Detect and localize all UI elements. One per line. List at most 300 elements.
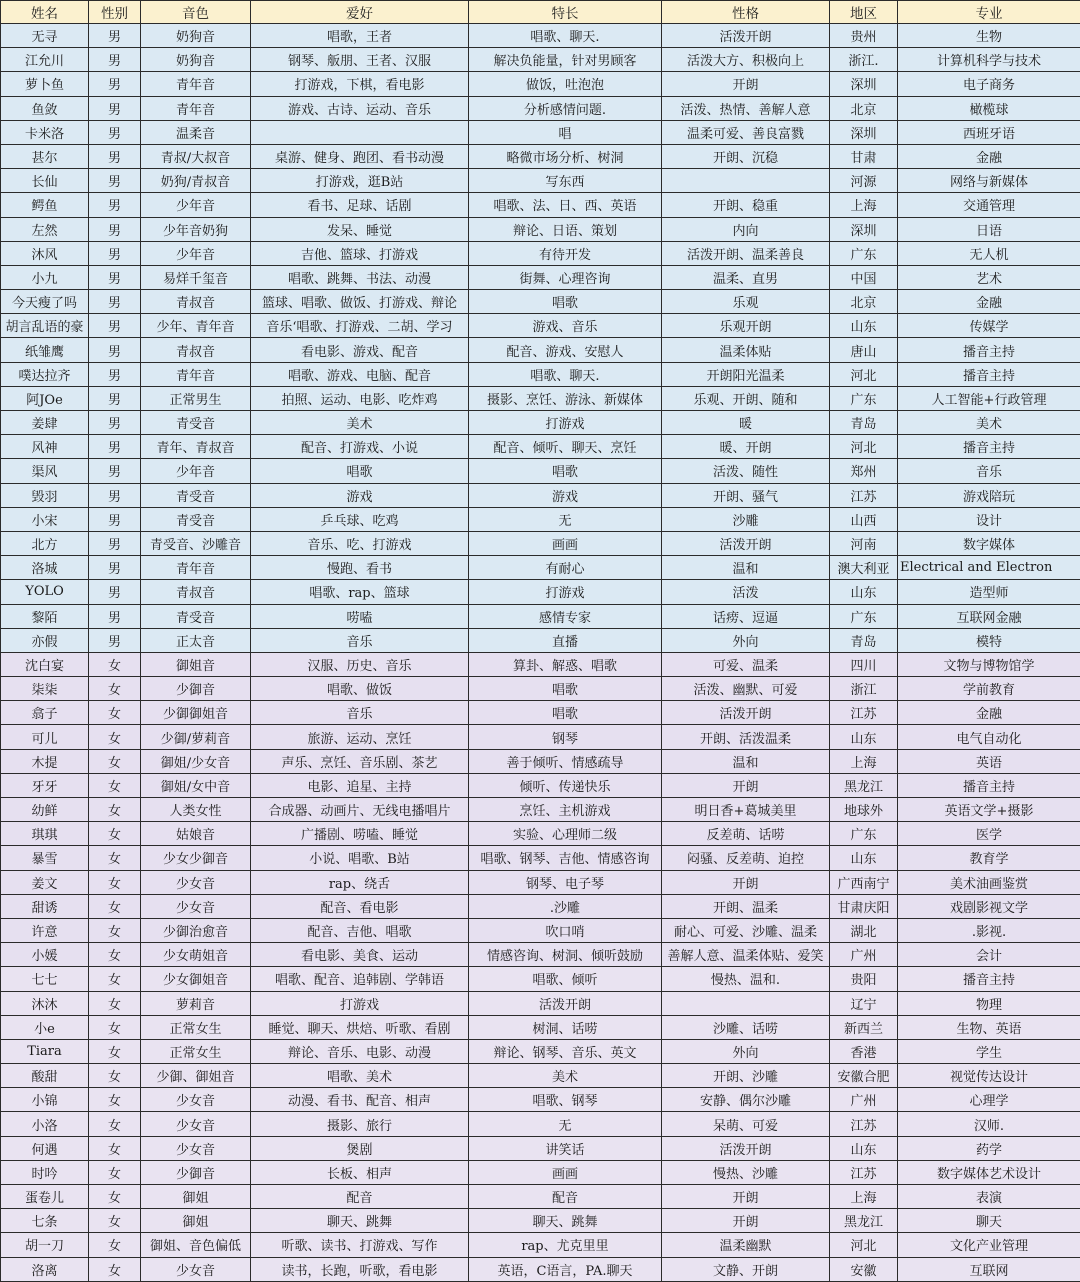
cell-personality: 善解人意、温柔体贴、爱笑: [662, 943, 830, 967]
cell-voice: 正常女生: [141, 1039, 251, 1063]
cell-voice: 正常女生: [141, 1015, 251, 1039]
cell-voice: 正常男生: [141, 386, 251, 410]
cell-region: 甘肃: [830, 144, 898, 168]
table-row: [1, 1039, 1080, 1063]
cell-gender: 女: [89, 725, 141, 749]
cell-voice: 少女音: [141, 870, 251, 894]
cell-specialty: 唱歌、聊天.: [469, 362, 662, 386]
table-row: [1, 1088, 1080, 1112]
table-row: [1, 1233, 1080, 1257]
cell-personality: 文静、开朗: [662, 1257, 830, 1281]
cell-major: 文化产业管理: [898, 1233, 1080, 1257]
cell-gender: 男: [89, 507, 141, 531]
cell-gender: 女: [89, 1160, 141, 1184]
cell-major: 学前教育: [898, 677, 1080, 701]
cell-region: 甘肃庆阳: [830, 894, 898, 918]
table-body: [1, 24, 1080, 1282]
cell-gender: 男: [89, 556, 141, 580]
cell-specialty: 情感咨询、树洞、倾听鼓励: [469, 943, 662, 967]
cell-gender: 男: [89, 483, 141, 507]
cell-name: 洛城: [1, 556, 89, 580]
table-row: [1, 1257, 1080, 1281]
cell-name: 小宋: [1, 507, 89, 531]
cell-personality: 闷骚、反差萌、迫控: [662, 846, 830, 870]
cell-name: 木提: [1, 749, 89, 773]
cell-specialty: rap、尤克里里: [469, 1233, 662, 1257]
cell-hobby: 音乐: [251, 701, 469, 725]
cell-name: 许意: [1, 918, 89, 942]
cell-major: 西班牙语: [898, 120, 1080, 144]
cell-name: 毁羽: [1, 483, 89, 507]
cell-hobby: 游戏: [251, 483, 469, 507]
cell-personality: 温和: [662, 556, 830, 580]
cell-name: 无寻: [1, 24, 89, 48]
cell-name: 风神: [1, 435, 89, 459]
cell-gender: 男: [89, 241, 141, 265]
cell-hobby: 桌游、健身、跑团、看书动漫: [251, 144, 469, 168]
cell-major: 模特: [898, 628, 1080, 652]
cell-region: 地球外: [830, 798, 898, 822]
cell-region: 安徽合肥: [830, 1064, 898, 1088]
cell-name: 沐风: [1, 241, 89, 265]
cell-voice: 少御/萝莉音: [141, 725, 251, 749]
table-row: [1, 338, 1080, 362]
cell-name: 姜文: [1, 870, 89, 894]
table-row: [1, 411, 1080, 435]
cell-specialty: 树洞、话唠: [469, 1015, 662, 1039]
cell-personality: 慢热、温和.: [662, 967, 830, 991]
cell-specialty: 有待开发: [469, 241, 662, 265]
cell-name: 胡一刀: [1, 1233, 89, 1257]
cell-region: 上海: [830, 749, 898, 773]
cell-personality: 活泼开朗: [662, 1136, 830, 1160]
table-row: [1, 483, 1080, 507]
cell-voice: 青叔/大叔音: [141, 144, 251, 168]
cell-major: 计算机科学与技术: [898, 48, 1080, 72]
cell-hobby: 游戏、古诗、运动、音乐: [251, 96, 469, 120]
cell-major: 视觉传达设计: [898, 1064, 1080, 1088]
cell-major: 生物、英语: [898, 1015, 1080, 1039]
cell-region: 江苏: [830, 1112, 898, 1136]
cell-region: 山东: [830, 846, 898, 870]
cell-specialty: 摄影、烹饪、游泳、新媒体: [469, 386, 662, 410]
cell-specialty: 讲笑话: [469, 1136, 662, 1160]
cell-voice: 青受音: [141, 604, 251, 628]
cell-region: 郑州: [830, 459, 898, 483]
cell-major: 学生: [898, 1039, 1080, 1063]
table-row: [1, 677, 1080, 701]
cell-specialty: 钢琴、电子琴: [469, 870, 662, 894]
cell-name: 黎陌: [1, 604, 89, 628]
cell-major: 电子商务: [898, 72, 1080, 96]
cell-name: 七条: [1, 1209, 89, 1233]
table-row: [1, 991, 1080, 1015]
cell-specialty: 烹饪、主机游戏: [469, 798, 662, 822]
cell-gender: 女: [89, 1064, 141, 1088]
cell-specialty: 直播: [469, 628, 662, 652]
cell-voice: 青叔音: [141, 580, 251, 604]
cell-gender: 女: [89, 1088, 141, 1112]
table-row: [1, 943, 1080, 967]
cell-name: 何遇: [1, 1136, 89, 1160]
cell-name: 蛋卷儿: [1, 1185, 89, 1209]
cell-name: 小洛: [1, 1112, 89, 1136]
table-row: [1, 265, 1080, 289]
table-row: [1, 1136, 1080, 1160]
cell-region: 浙江.: [830, 48, 898, 72]
cell-specialty: 活泼开朗: [469, 991, 662, 1015]
table-row: [1, 386, 1080, 410]
cell-hobby: 乒乓球、吃鸡: [251, 507, 469, 531]
table-row: [1, 169, 1080, 193]
cell-voice: 青受音: [141, 411, 251, 435]
cell-major: 电气自动化: [898, 725, 1080, 749]
cell-gender: 男: [89, 531, 141, 555]
cell-voice: 御姐: [141, 1185, 251, 1209]
cell-name: 胡言乱语的豪: [1, 314, 89, 338]
cell-region: 安徽: [830, 1257, 898, 1281]
table-row: [1, 1064, 1080, 1088]
cell-voice: 少女音: [141, 894, 251, 918]
cell-voice: 青年音: [141, 362, 251, 386]
header-region: 地区: [830, 1, 898, 24]
cell-specialty: 打游戏: [469, 580, 662, 604]
cell-hobby: 音乐: [251, 628, 469, 652]
cell-major: 汉师.: [898, 1112, 1080, 1136]
cell-major: 播音主持: [898, 773, 1080, 797]
cell-major: 生物: [898, 24, 1080, 48]
cell-personality: 温柔体贴: [662, 338, 830, 362]
cell-hobby: 摄影、旅行: [251, 1112, 469, 1136]
cell-region: 浙江: [830, 677, 898, 701]
cell-name: 小九: [1, 265, 89, 289]
cell-name: 暴雪: [1, 846, 89, 870]
cell-specialty: 钢琴: [469, 725, 662, 749]
cell-hobby: 声乐、烹饪、音乐剧、茶艺: [251, 749, 469, 773]
table-row: [1, 507, 1080, 531]
cell-gender: 女: [89, 1136, 141, 1160]
cell-specialty: 感情专家: [469, 604, 662, 628]
cell-gender: 男: [89, 120, 141, 144]
cell-personality: 活泼开朗: [662, 531, 830, 555]
cell-major: 会计: [898, 943, 1080, 967]
cell-personality: 呆萌、可爱: [662, 1112, 830, 1136]
cell-name: 沐沐: [1, 991, 89, 1015]
cell-gender: 女: [89, 1209, 141, 1233]
cell-major: 游戏陪玩: [898, 483, 1080, 507]
cell-specialty: 辩论、钢琴、音乐、英文: [469, 1039, 662, 1063]
cell-region: 河源: [830, 169, 898, 193]
cell-major: 英语文学+摄影: [898, 798, 1080, 822]
cell-hobby: 发呆、睡觉: [251, 217, 469, 241]
cell-major: 播音主持: [898, 435, 1080, 459]
cell-gender: 女: [89, 870, 141, 894]
cell-region: 山东: [830, 314, 898, 338]
cell-region: 湖北: [830, 918, 898, 942]
cell-region: 青岛: [830, 411, 898, 435]
cell-region: 江苏: [830, 1160, 898, 1184]
cell-hobby: 看电影、游戏、配音: [251, 338, 469, 362]
cell-personality: 开朗: [662, 72, 830, 96]
cell-name: 小锦: [1, 1088, 89, 1112]
cell-name: 可儿: [1, 725, 89, 749]
cell-voice: 少女音: [141, 1112, 251, 1136]
cell-personality: 活泼开朗: [662, 701, 830, 725]
cell-gender: 女: [89, 991, 141, 1015]
cell-region: 广西南宁: [830, 870, 898, 894]
cell-personality: 开朗、骚气: [662, 483, 830, 507]
cell-hobby: 打游戏: [251, 991, 469, 1015]
cell-hobby: 吉他、篮球、打游戏: [251, 241, 469, 265]
header-personality: 性格: [662, 1, 830, 24]
cell-region: 四川: [830, 652, 898, 676]
cell-gender: 男: [89, 386, 141, 410]
cell-specialty: 配音、游戏、安慰人: [469, 338, 662, 362]
cell-personality: 温和: [662, 749, 830, 773]
cell-name: 酸甜: [1, 1064, 89, 1088]
cell-name: 亦假: [1, 628, 89, 652]
cell-major: 数字媒体艺术设计: [898, 1160, 1080, 1184]
table-row: [1, 1185, 1080, 1209]
cell-gender: 女: [89, 677, 141, 701]
cell-voice: 萝莉音: [141, 991, 251, 1015]
cell-specialty: 画画: [469, 1160, 662, 1184]
cell-name: 翕子: [1, 701, 89, 725]
cell-name: 鱼敛: [1, 96, 89, 120]
table-row: [1, 72, 1080, 96]
cell-personality: 活泼、随性: [662, 459, 830, 483]
cell-personality: 活泼开朗、温柔善良: [662, 241, 830, 265]
cell-personality: 开朗: [662, 1209, 830, 1233]
cell-major: 美术: [898, 411, 1080, 435]
cell-personality: [662, 169, 830, 193]
cell-voice: 御姐/女中音: [141, 773, 251, 797]
cell-name: 北方: [1, 531, 89, 555]
cell-name: 左然: [1, 217, 89, 241]
cell-personality: 开朗阳光温柔: [662, 362, 830, 386]
cell-hobby: 音乐‘唱歌、打游戏、二胡、学习: [251, 314, 469, 338]
cell-name: 时吟: [1, 1160, 89, 1184]
cell-gender: 男: [89, 459, 141, 483]
cell-specialty: 做饭，吐泡泡: [469, 72, 662, 96]
cell-personality: 开朗: [662, 870, 830, 894]
cell-major: 交通管理: [898, 193, 1080, 217]
cell-major: 无人机: [898, 241, 1080, 265]
cell-region: 广州: [830, 943, 898, 967]
table-row: [1, 531, 1080, 555]
cell-personality: 耐心、可爱、沙雕、温柔: [662, 918, 830, 942]
table-row: [1, 459, 1080, 483]
cell-name: 卡米洛: [1, 120, 89, 144]
cell-hobby: 唱歌、做饭: [251, 677, 469, 701]
cell-voice: 少御音: [141, 677, 251, 701]
table-row: [1, 144, 1080, 168]
cell-gender: 男: [89, 193, 141, 217]
cell-gender: 男: [89, 290, 141, 314]
cell-region: 山东: [830, 725, 898, 749]
cell-specialty: 实验、心理师二级: [469, 822, 662, 846]
cell-voice: 少御御姐音: [141, 701, 251, 725]
cell-hobby: 配音、看电影: [251, 894, 469, 918]
cell-voice: 御姐: [141, 1209, 251, 1233]
cell-specialty: 唱歌: [469, 677, 662, 701]
cell-personality: 开朗、活泼温柔: [662, 725, 830, 749]
table-row: [1, 217, 1080, 241]
cell-gender: 女: [89, 773, 141, 797]
cell-hobby: rap、绕舌: [251, 870, 469, 894]
table-row: [1, 193, 1080, 217]
cell-voice: 青年音: [141, 96, 251, 120]
cell-major: 美术油画鉴赏: [898, 870, 1080, 894]
cell-voice: 少御音: [141, 1160, 251, 1184]
table-row: [1, 918, 1080, 942]
cell-name: 甜诱: [1, 894, 89, 918]
cell-personality: 活泼开朗: [662, 24, 830, 48]
cell-name: 姜肆: [1, 411, 89, 435]
header-hobby: 爱好: [251, 1, 469, 24]
cell-voice: 青叔音: [141, 290, 251, 314]
cell-hobby: 打游戏，下棋，看电影: [251, 72, 469, 96]
cell-major: .影视.: [898, 918, 1080, 942]
cell-personality: 明日香+葛城美里: [662, 798, 830, 822]
cell-major: 日语: [898, 217, 1080, 241]
cell-gender: 男: [89, 96, 141, 120]
header-row: [1, 1, 1080, 24]
cell-hobby: 唱歌、游戏、电脑、配音: [251, 362, 469, 386]
cell-name: 江允川: [1, 48, 89, 72]
cell-personality: 开朗、温柔: [662, 894, 830, 918]
cell-personality: 开朗: [662, 1185, 830, 1209]
cell-personality: 温柔可爱、善良富戮: [662, 120, 830, 144]
cell-name: YOLO: [1, 580, 89, 604]
cell-major: 音乐: [898, 459, 1080, 483]
cell-region: 黑龙江: [830, 1209, 898, 1233]
cell-specialty: 有耐心: [469, 556, 662, 580]
table-row: [1, 894, 1080, 918]
cell-personality: 沙雕、话唠: [662, 1015, 830, 1039]
cell-gender: 男: [89, 604, 141, 628]
cell-gender: 男: [89, 48, 141, 72]
table-row: [1, 870, 1080, 894]
header-voice: 音色: [141, 1, 251, 24]
cell-region: 新西兰: [830, 1015, 898, 1039]
cell-region: 广东: [830, 822, 898, 846]
cell-gender: 男: [89, 628, 141, 652]
cell-specialty: 街舞、心理咨询: [469, 265, 662, 289]
cell-gender: 女: [89, 701, 141, 725]
table-row: [1, 120, 1080, 144]
cell-hobby: 读书，长跑，听歌，看电影: [251, 1257, 469, 1281]
cell-name: 柒柒: [1, 677, 89, 701]
cell-voice: 少年、青年音: [141, 314, 251, 338]
cell-specialty: 略微市场分析、树洞: [469, 144, 662, 168]
cell-gender: 女: [89, 1112, 141, 1136]
cell-gender: 男: [89, 338, 141, 362]
cell-major: 设计: [898, 507, 1080, 531]
cell-voice: 少女音: [141, 1088, 251, 1112]
cell-major: 表演: [898, 1185, 1080, 1209]
cell-name: 琪琪: [1, 822, 89, 846]
cell-specialty: 游戏、音乐: [469, 314, 662, 338]
table-row: [1, 580, 1080, 604]
cell-specialty: 唱: [469, 120, 662, 144]
cell-hobby: 钢琴、舨朋、王者、汉服: [251, 48, 469, 72]
cell-hobby: 电影、追星、主持: [251, 773, 469, 797]
table-row: [1, 846, 1080, 870]
cell-hobby: 拍照、运动、电影、吃炸鸡: [251, 386, 469, 410]
cell-voice: 正太音: [141, 628, 251, 652]
cell-voice: 青年音: [141, 556, 251, 580]
cell-gender: 男: [89, 72, 141, 96]
header-specialty: 特长: [469, 1, 662, 24]
cell-gender: 女: [89, 1039, 141, 1063]
cell-major: 戏剧影视文学: [898, 894, 1080, 918]
cell-hobby: 唱歌，王者: [251, 24, 469, 48]
cell-major: 金融: [898, 701, 1080, 725]
cell-specialty: 唱歌、钢琴: [469, 1088, 662, 1112]
cell-major: 互联网: [898, 1257, 1080, 1281]
cell-gender: 男: [89, 580, 141, 604]
cell-voice: 青年音: [141, 72, 251, 96]
cell-gender: 男: [89, 169, 141, 193]
cell-region: 香港: [830, 1039, 898, 1063]
cell-name: 阿JOe: [1, 386, 89, 410]
cell-personality: 慢热、沙雕: [662, 1160, 830, 1184]
cell-specialty: 唱歌、倾听: [469, 967, 662, 991]
cell-specialty: 无: [469, 1112, 662, 1136]
cell-major: 聊天: [898, 1209, 1080, 1233]
cell-major: 艺术: [898, 265, 1080, 289]
cell-specialty: 唱歌、聊天.: [469, 24, 662, 48]
cell-hobby: 旅游、运动、烹饪: [251, 725, 469, 749]
cell-major: Electrical and Electron: [898, 556, 1080, 580]
cell-name: 噗达拉齐: [1, 362, 89, 386]
cell-personality: 活泼大方、积极向上: [662, 48, 830, 72]
cell-specialty: 配音、倾听、聊天、烹饪: [469, 435, 662, 459]
cell-gender: 女: [89, 943, 141, 967]
cell-major: 网络与新媒体: [898, 169, 1080, 193]
cell-personality: 乐观: [662, 290, 830, 314]
cell-voice: 人类女性: [141, 798, 251, 822]
table-row: [1, 822, 1080, 846]
cell-region: 深圳: [830, 120, 898, 144]
header-gender: 性别: [89, 1, 141, 24]
cell-personality: 外向: [662, 628, 830, 652]
cell-gender: 女: [89, 1015, 141, 1039]
cell-region: 青岛: [830, 628, 898, 652]
table-row: [1, 1112, 1080, 1136]
cell-hobby: 睡觉、聊天、烘焙、听歌、看剧: [251, 1015, 469, 1039]
cell-voice: 少年音: [141, 459, 251, 483]
table-row: [1, 1209, 1080, 1233]
cell-hobby: 唱歌、跳舞、书法、动漫: [251, 265, 469, 289]
cell-hobby: 煲剧: [251, 1136, 469, 1160]
cell-hobby: 广播剧、唠嗑、睡觉: [251, 822, 469, 846]
cell-voice: 奶狗/青叔音: [141, 169, 251, 193]
cell-hobby: 小说、唱歌、B站: [251, 846, 469, 870]
cell-region: 江苏: [830, 483, 898, 507]
cell-specialty: 英语，C语言，PA.聊天: [469, 1257, 662, 1281]
cell-region: 唐山: [830, 338, 898, 362]
cell-hobby: 配音: [251, 1185, 469, 1209]
cell-specialty: 写东西: [469, 169, 662, 193]
cell-region: 河北: [830, 1233, 898, 1257]
table-row: [1, 652, 1080, 676]
cell-specialty: 倾听、传递快乐: [469, 773, 662, 797]
cell-specialty: .沙雕: [469, 894, 662, 918]
cell-voice: 青年、青叔音: [141, 435, 251, 459]
cell-region: 黑龙江: [830, 773, 898, 797]
